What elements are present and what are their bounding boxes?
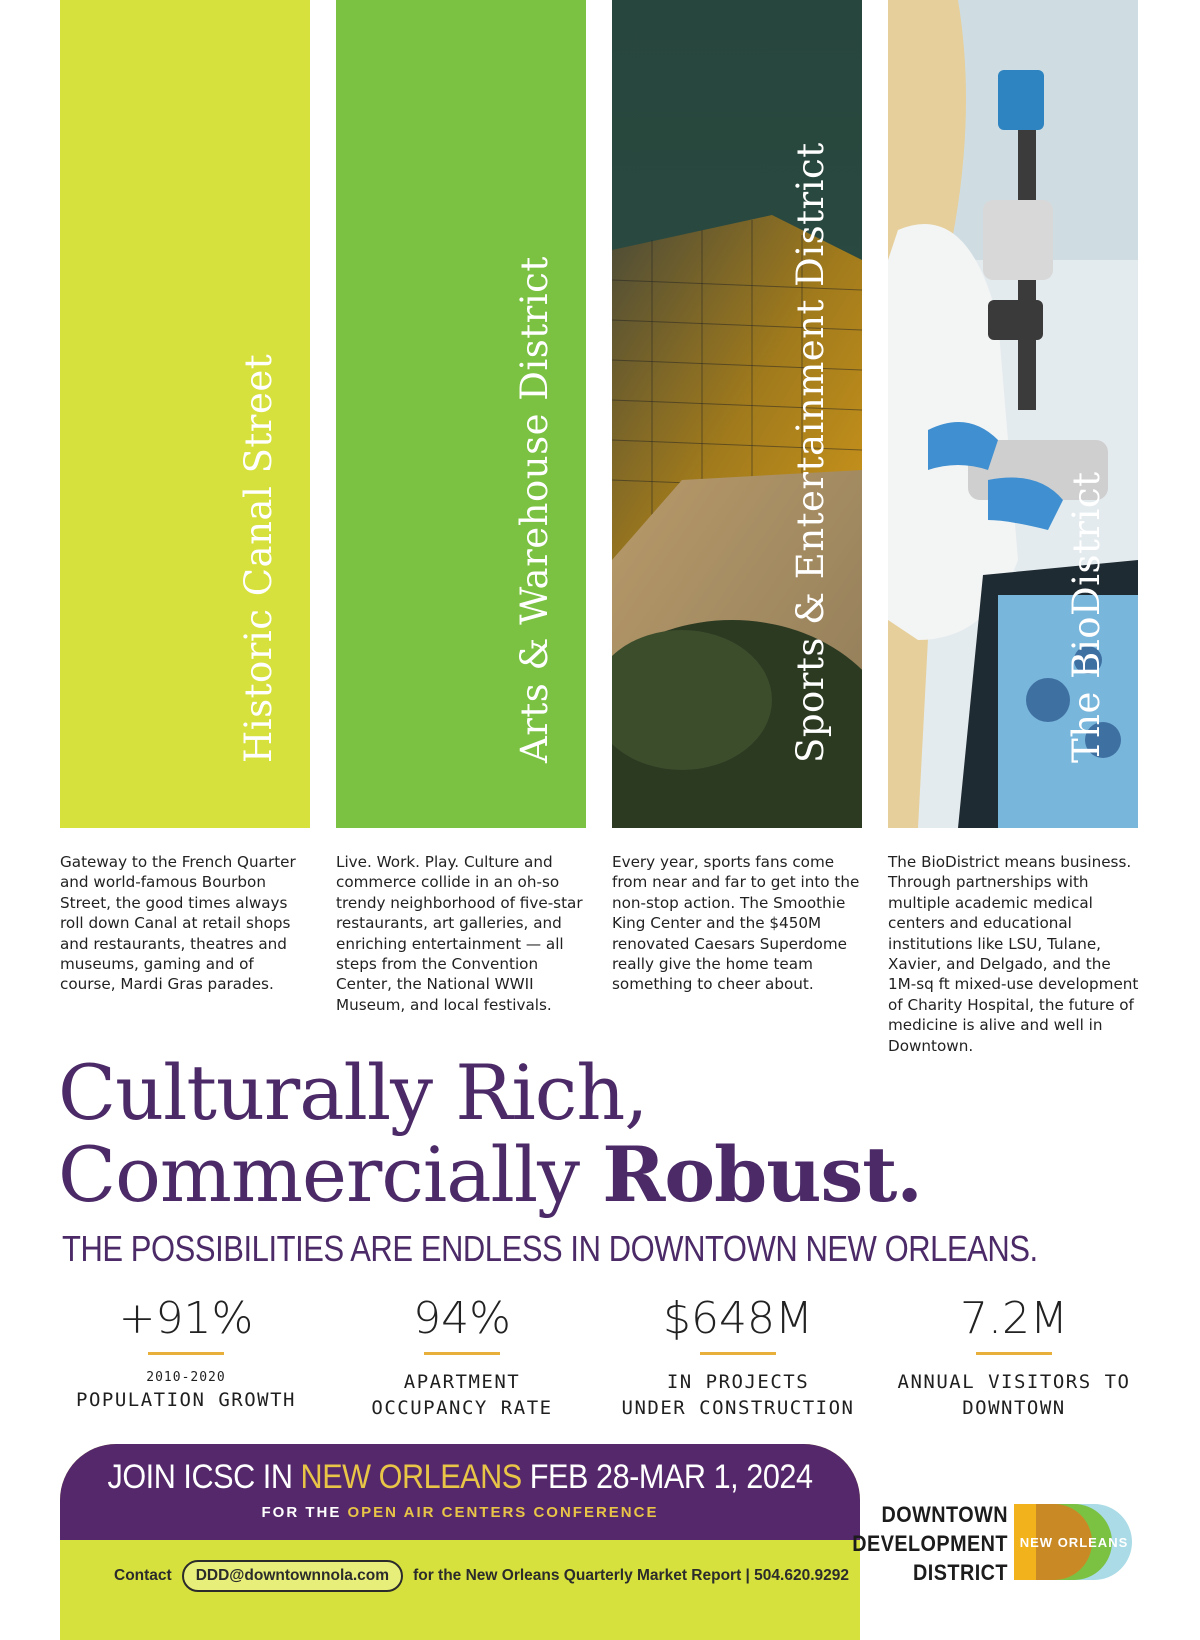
banner-subline	[60, 1504, 860, 1521]
stat-label: ANNUAL VISITORS TO	[897, 1371, 1131, 1393]
description-biodistrict: The BioDistrict means business. Through partnerships with multiple academic medical centers and educational institutions like LSU, Tulane, Xavier, and Delgado, and the 1M-sq ft mixed-use development of Charity Hospital, the future of medicine is alive and well in Downtown.	[888, 853, 1139, 1055]
stat-population-growth	[56, 1292, 316, 1413]
stat-label: DOWNTOWN	[962, 1397, 1066, 1419]
column-biodistrict	[888, 0, 1138, 828]
stat-divider	[700, 1352, 776, 1355]
contact-row	[114, 1560, 849, 1592]
stat-value: 94%	[413, 1293, 511, 1344]
stat-label: APARTMENT	[403, 1371, 521, 1393]
logo-text	[852, 1500, 1008, 1587]
column-arts-warehouse	[336, 0, 586, 828]
banner-city: NEW ORLEANS	[300, 1458, 522, 1496]
description-sports-entertainment: Every year, sports fans come from near and far to get into the non-stop action. The Smoothie King Center and the $450M renovated Caesars Superdome really give the home team something to cheer about.	[612, 853, 860, 994]
headline-line1: Culturally Rich,	[58, 1048, 648, 1137]
contact-text: for the New Orleans Quarterly Market Report | 504.620.9292	[413, 1567, 849, 1584]
banner-text: FOR THE	[261, 1504, 348, 1521]
logo-tag: NEW ORLEANS	[1019, 1535, 1129, 1550]
ddd-logo	[852, 1498, 1138, 1588]
stat-label: OCCUPANCY RATE	[371, 1397, 553, 1419]
headline-bold: Robust.	[602, 1130, 922, 1219]
banner-conference: OPEN AIR CENTERS CONFERENCE	[347, 1504, 659, 1521]
banner-text: JOIN ICSC IN	[107, 1458, 301, 1496]
column-title: Sports & Entertainment District	[789, 142, 832, 763]
stat-occupancy	[332, 1292, 592, 1421]
banner-headline	[100, 1458, 820, 1497]
logo-line: DOWNTOWN	[881, 1502, 1008, 1527]
subheadline: THE POSSIBILITIES ARE ENDLESS IN DOWNTOWN NEW ORLEANS.	[62, 1228, 1038, 1269]
description-canal-street: Gateway to the French Quarter and world-famous Bourbon Street, the good times always roll down Canal at retail shops and restaurants, theatres and museums, gaming and of course, Mardi Gras parades.	[60, 853, 296, 994]
logo-line: DISTRICT	[913, 1560, 1008, 1585]
column-title: Historic Canal Street	[237, 353, 280, 763]
stat-value: +91%	[118, 1293, 254, 1344]
stat-value: $648M	[663, 1293, 813, 1344]
contact-label: Contact	[114, 1567, 172, 1584]
stat-label: POPULATION GROWTH	[76, 1389, 296, 1411]
stat-visitors	[884, 1292, 1144, 1421]
banner-dates: FEB 28-MAR 1, 2024	[521, 1458, 813, 1496]
email-link[interactable]: DDD@downtownnola.com	[182, 1560, 403, 1592]
column-sports-entertainment	[612, 0, 862, 828]
headline-regular: Commercially	[58, 1130, 603, 1219]
headline	[58, 1048, 922, 1219]
ddd-mark-icon	[1014, 1500, 1138, 1584]
stat-divider	[424, 1352, 500, 1355]
stat-label: UNDER CONSTRUCTION	[621, 1397, 855, 1419]
description-arts-warehouse: Live. Work. Play. Culture and commerce collide in an oh-so trendy neighborhood of five-star restaurants, art galleries, and enriching entertainment — all steps from the Convention Center, the National WWII Museum, and local festivals.	[336, 853, 583, 1014]
stat-small-label: 2010-2020	[146, 1370, 226, 1385]
column-canal-street	[60, 0, 310, 828]
stat-divider	[976, 1352, 1052, 1355]
stat-projects	[608, 1292, 868, 1421]
conference-banner	[60, 1444, 860, 1640]
column-title: Arts & Warehouse District	[513, 256, 556, 763]
logo-line: DEVELOPMENT	[852, 1531, 1008, 1556]
column-title: The BioDistrict	[1065, 471, 1108, 763]
stat-label: IN PROJECTS	[666, 1371, 810, 1393]
banner-header	[60, 1444, 860, 1540]
stat-divider	[148, 1352, 224, 1355]
stat-value: 7.2M	[960, 1293, 1068, 1344]
headline-line2	[58, 1130, 922, 1219]
